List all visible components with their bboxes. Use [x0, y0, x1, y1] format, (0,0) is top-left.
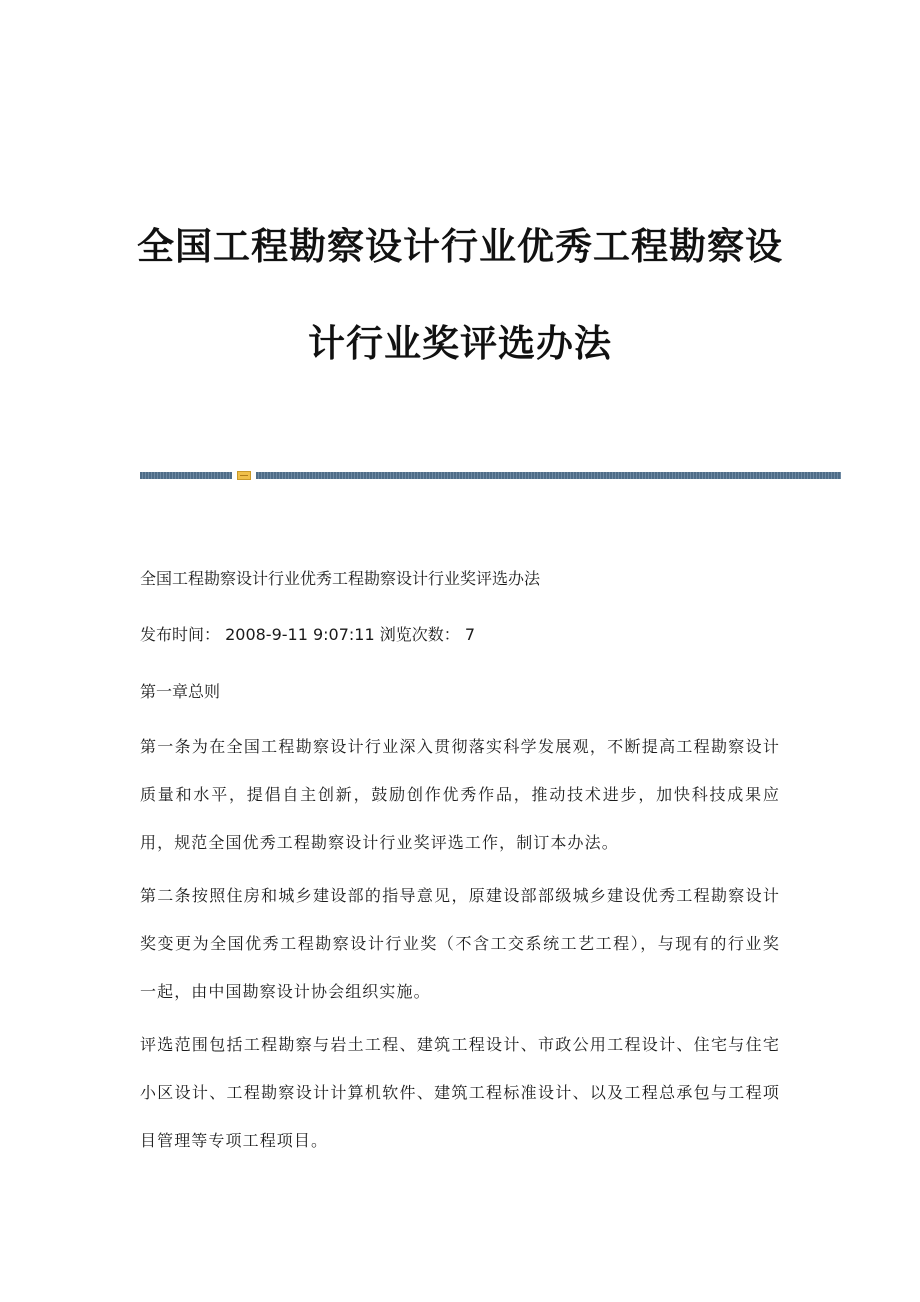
publish-meta: 发布时间： 2008-9-11 9:07:11 浏览次数： 7	[140, 625, 476, 644]
scope-paragraph: 评选范围包括工程勘察与岩土工程、建筑工程设计、市政公用工程设计、住宅与住宅小区设计、工程勘察设计计算机软件、建筑工程标准设计、以及工程总承包与工程项目管理等专项工程项目。	[140, 1035, 780, 1150]
chapter-heading: 第一章总则	[140, 682, 221, 701]
document-title-line-2: 计行业奖评选办法	[308, 322, 612, 365]
document-title-line-1: 全国工程勘察设计行业优秀工程勘察设	[137, 225, 783, 268]
divider-ornament-icon	[237, 471, 251, 480]
document-subtitle: 全国工程勘察设计行业优秀工程勘察设计行业奖评选办法	[140, 569, 541, 588]
title-divider	[140, 471, 841, 480]
divider-bar-left	[140, 472, 232, 479]
article-1-paragraph: 第一条为在全国工程勘察设计行业深入贯彻落实科学发展观，不断提高工程勘察设计质量和水平，提倡自主创新，鼓励创作优秀作品，推动技术进步，加快科技成果应用，规范全国优秀工程勘察设计行业奖评选工作，制订本办法。	[140, 737, 780, 852]
article-2-paragraph: 第二条按照住房和城乡建设部的指导意见，原建设部部级城乡建设优秀工程勘察设计奖变更为全国优秀工程勘察设计行业奖（不含工交系统工艺工程），与现有的行业奖一起，由中国勘察设计协会组织实施。	[140, 886, 780, 1001]
divider-bar-right	[256, 472, 841, 479]
